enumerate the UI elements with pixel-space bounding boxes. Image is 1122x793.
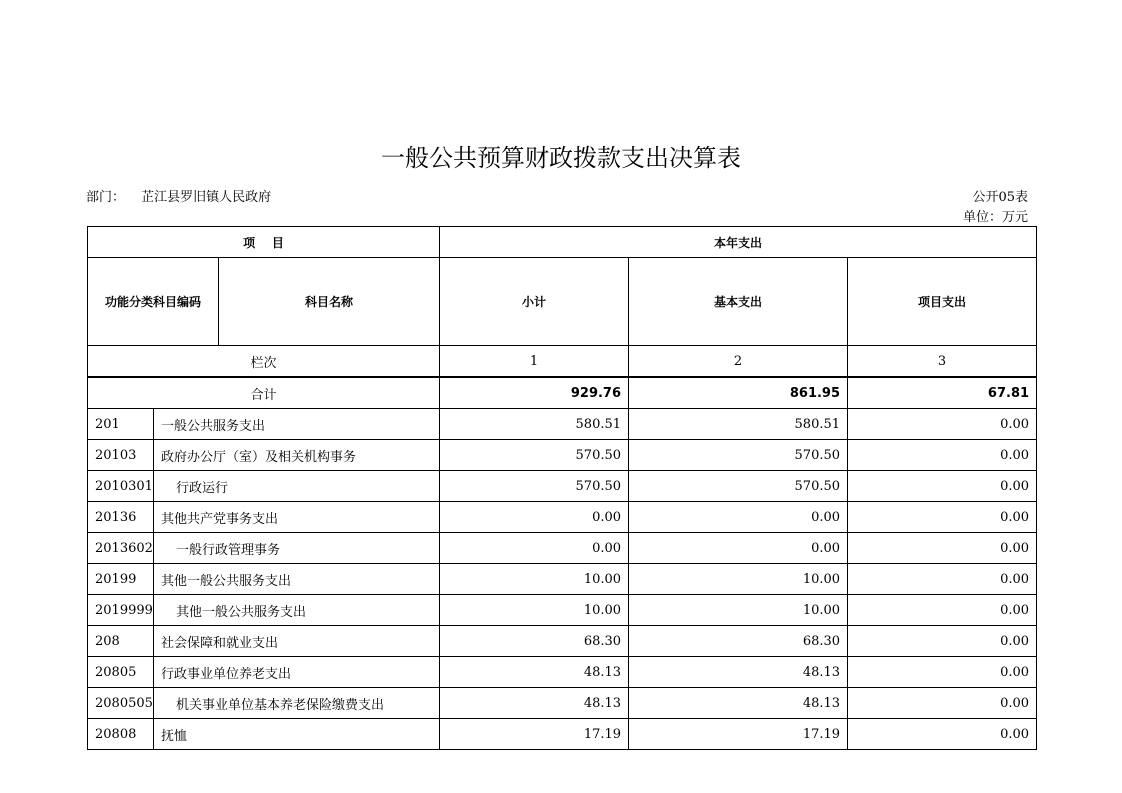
table-row — [88, 719, 1037, 750]
row-project: 0.00 — [848, 471, 1037, 502]
total-project: 67.81 — [848, 377, 1037, 409]
row-subtotal: 10.00 — [440, 595, 629, 626]
table-row — [88, 688, 1037, 719]
department-name: 芷江县罗旧镇人民政府 — [141, 190, 272, 205]
total-basic: 861.95 — [629, 377, 848, 409]
department-line — [86, 186, 271, 205]
row-name: 政府办公厅（室）及相关机构事务 — [154, 440, 440, 471]
column-number-3: 3 — [848, 346, 1037, 378]
table-row — [88, 440, 1037, 471]
column-number-1: 1 — [440, 346, 629, 378]
row-subtotal: 580.51 — [440, 409, 629, 440]
row-code: 2010301 — [88, 471, 154, 502]
form-number: 公开05表 — [972, 190, 1028, 205]
table-row — [88, 595, 1037, 626]
row-project: 0.00 — [848, 595, 1037, 626]
row-code: 2080505 — [88, 688, 154, 719]
header-item: 项 目 — [88, 227, 440, 258]
row-name: 行政事业单位养老支出 — [154, 657, 440, 688]
header-current-year: 本年支出 — [440, 227, 1037, 258]
row-subtotal: 68.30 — [440, 626, 629, 657]
row-name: 抚恤 — [154, 719, 440, 750]
row-basic: 0.00 — [629, 502, 848, 533]
table-row — [88, 564, 1037, 595]
row-basic: 68.30 — [629, 626, 848, 657]
budget-table — [87, 226, 1037, 750]
row-code: 20199 — [88, 564, 154, 595]
total-subtotal: 929.76 — [440, 377, 629, 409]
row-basic: 10.00 — [629, 595, 848, 626]
row-project: 0.00 — [848, 533, 1037, 564]
table-row — [88, 471, 1037, 502]
table-row — [88, 502, 1037, 533]
column-number-2: 2 — [629, 346, 848, 378]
row-project: 0.00 — [848, 657, 1037, 688]
row-subtotal: 570.50 — [440, 440, 629, 471]
row-code: 208 — [88, 626, 154, 657]
row-code: 201 — [88, 409, 154, 440]
row-basic: 17.19 — [629, 719, 848, 750]
column-number-label: 栏次 — [88, 346, 440, 378]
row-subtotal: 10.00 — [440, 564, 629, 595]
row-basic: 48.13 — [629, 688, 848, 719]
row-basic: 570.50 — [629, 471, 848, 502]
row-project: 0.00 — [848, 719, 1037, 750]
row-code: 20805 — [88, 657, 154, 688]
row-project: 0.00 — [848, 626, 1037, 657]
row-project: 0.00 — [848, 409, 1037, 440]
table-row — [88, 409, 1037, 440]
header-row-2 — [88, 258, 1037, 346]
header-subtotal: 小计 — [440, 258, 629, 346]
header-project: 项目支出 — [848, 258, 1037, 346]
row-subtotal: 0.00 — [440, 502, 629, 533]
row-name: 其他一般公共服务支出 — [154, 595, 440, 626]
row-code: 20808 — [88, 719, 154, 750]
row-subtotal: 48.13 — [440, 688, 629, 719]
row-subtotal: 570.50 — [440, 471, 629, 502]
row-basic: 0.00 — [629, 533, 848, 564]
row-name: 一般行政管理事务 — [154, 533, 440, 564]
row-code: 20103 — [88, 440, 154, 471]
row-code: 20136 — [88, 502, 154, 533]
header-code: 功能分类科目编码 — [88, 258, 219, 346]
page-title: 一般公共预算财政拨款支出决算表 — [381, 144, 741, 172]
row-name: 一般公共服务支出 — [154, 409, 440, 440]
row-project: 0.00 — [848, 502, 1037, 533]
total-row — [88, 377, 1037, 409]
row-basic: 570.50 — [629, 440, 848, 471]
row-name: 社会保障和就业支出 — [154, 626, 440, 657]
row-name: 行政运行 — [154, 471, 440, 502]
row-name: 其他共产党事务支出 — [154, 502, 440, 533]
header-row-1 — [88, 227, 1037, 258]
row-basic: 10.00 — [629, 564, 848, 595]
row-subtotal: 17.19 — [440, 719, 629, 750]
total-label: 合计 — [88, 377, 440, 409]
row-code: 2013602 — [88, 533, 154, 564]
header-basic: 基本支出 — [629, 258, 848, 346]
row-code: 2019999 — [88, 595, 154, 626]
header-name: 科目名称 — [219, 258, 440, 346]
column-number-row — [88, 346, 1037, 378]
table-row — [88, 626, 1037, 657]
row-name: 机关事业单位基本养老保险缴费支出 — [154, 688, 440, 719]
row-basic: 580.51 — [629, 409, 848, 440]
row-subtotal: 48.13 — [440, 657, 629, 688]
table-row — [88, 657, 1037, 688]
row-project: 0.00 — [848, 564, 1037, 595]
department-label: 部门： — [86, 190, 126, 205]
row-name: 其他一般公共服务支出 — [154, 564, 440, 595]
row-project: 0.00 — [848, 440, 1037, 471]
row-project: 0.00 — [848, 688, 1037, 719]
row-subtotal: 0.00 — [440, 533, 629, 564]
row-basic: 48.13 — [629, 657, 848, 688]
unit-label: 单位：万元 — [962, 210, 1028, 225]
table-row — [88, 533, 1037, 564]
